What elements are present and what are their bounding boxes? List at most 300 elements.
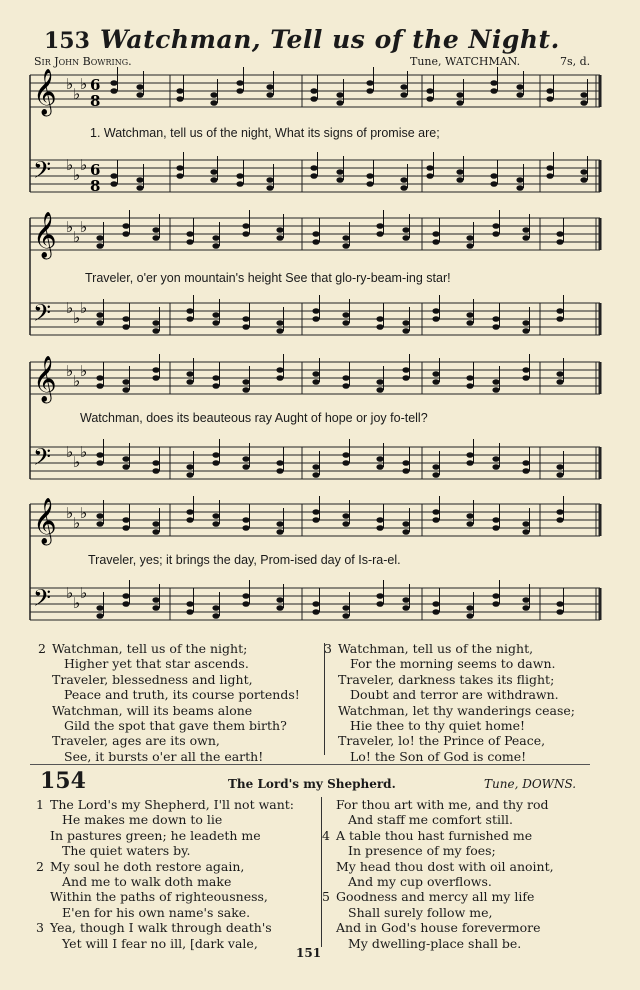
note-head — [466, 243, 473, 249]
note-head — [492, 223, 499, 229]
note-head — [556, 601, 563, 607]
hymn-154-line — [36, 859, 294, 874]
hymn-154-stanza-number: 1 — [36, 797, 44, 812]
note-head — [556, 472, 563, 478]
lyric-line-2: Traveler, o'er yon mountain's height See that glo-ry-beam-ing star! — [85, 271, 451, 285]
note-head — [266, 177, 273, 183]
note-head — [492, 387, 499, 393]
note-head — [432, 517, 439, 523]
note-head — [176, 96, 183, 102]
hymn-154-line-text: Goodness and mercy all my life — [336, 889, 535, 905]
note-head — [312, 464, 319, 470]
note-head — [402, 521, 409, 527]
note-head — [176, 173, 183, 179]
note-head — [242, 525, 249, 531]
flat-icon: ♭ — [80, 443, 88, 461]
note-head — [236, 173, 243, 179]
note-head — [242, 456, 249, 462]
hymn-154-line — [36, 812, 294, 827]
note-head — [110, 80, 117, 86]
note-head — [266, 84, 273, 90]
hymn-154-stanza-number: 3 — [36, 920, 44, 936]
hymn-154-line-text: And in God's house forevermore — [336, 920, 541, 936]
note-head — [96, 460, 103, 466]
note-head — [212, 235, 219, 241]
note-head — [276, 605, 283, 611]
note-head — [152, 460, 159, 466]
note-head — [492, 379, 499, 385]
hymn-154-line-text: For thou art with me, and thy rod — [336, 797, 549, 812]
note-head — [152, 597, 159, 603]
note-head — [516, 177, 523, 183]
note-head — [110, 181, 117, 187]
note-head — [152, 521, 159, 527]
note-head — [236, 88, 243, 94]
note-head — [432, 379, 439, 385]
hymn-154-number: 154 — [40, 768, 86, 794]
note-head — [556, 308, 563, 314]
note-head — [492, 525, 499, 531]
flat-icon: ♭ — [80, 218, 88, 236]
bass-clef-icon: 𝄢 — [33, 299, 52, 332]
time-signature-denominator: 8 — [90, 92, 101, 110]
note-head — [522, 375, 529, 381]
time-signature-numerator: 6 — [90, 161, 101, 179]
note-head — [242, 231, 249, 237]
note-head — [546, 173, 553, 179]
note-head — [466, 605, 473, 611]
note-head — [376, 223, 383, 229]
note-head — [312, 379, 319, 385]
note-head — [376, 525, 383, 531]
note-head — [376, 601, 383, 607]
note-head — [522, 320, 529, 326]
flat-icon: ♭ — [66, 299, 74, 317]
note-head — [186, 609, 193, 615]
note-head — [312, 316, 319, 322]
hymn-154-line-text: My head thou dost with oil anoint, — [336, 858, 554, 874]
note-head — [212, 312, 219, 318]
note-head — [522, 521, 529, 527]
note-head — [376, 517, 383, 523]
verse-2-line: Traveler, ages are its own, — [52, 733, 220, 749]
hymn-154-line-text: The Lord's my Shepherd, I'll not want: — [50, 797, 295, 812]
note-head — [176, 88, 183, 94]
note-head — [266, 185, 273, 191]
bass-clef-icon: 𝄢 — [33, 584, 52, 617]
note-head — [96, 452, 103, 458]
flat-icon: ♭ — [73, 514, 81, 532]
note-head — [242, 223, 249, 229]
note-head — [432, 239, 439, 245]
hymn-154-line-text: He makes me down to lie — [62, 812, 223, 828]
hymn-154-line-text: Yea, though I walk through death's — [50, 920, 272, 936]
note-head — [122, 324, 129, 330]
page-number: 151 — [296, 946, 322, 960]
verse-3-line: Lo! the Son of God is come! — [350, 748, 527, 764]
note-head — [212, 452, 219, 458]
note-head — [402, 468, 409, 474]
note-head — [466, 513, 473, 519]
note-head — [136, 92, 143, 98]
note-head — [402, 375, 409, 381]
note-head — [276, 529, 283, 535]
verse-2-number: 2 — [38, 641, 46, 656]
note-head — [96, 513, 103, 519]
note-head — [426, 96, 433, 102]
verse-3-line: Hie thee to thy quiet home! — [350, 718, 526, 734]
flat-icon: ♭ — [80, 75, 88, 93]
note-head — [400, 185, 407, 191]
note-head — [276, 328, 283, 334]
note-head — [186, 371, 193, 377]
note-head — [366, 181, 373, 187]
hymn-154-line — [322, 920, 554, 935]
hymn-154-line — [36, 936, 294, 951]
note-head — [402, 320, 409, 326]
note-head — [492, 464, 499, 470]
note-head — [96, 235, 103, 241]
note-head — [400, 177, 407, 183]
note-head — [432, 464, 439, 470]
note-head — [236, 80, 243, 86]
note-head — [402, 605, 409, 611]
note-head — [136, 177, 143, 183]
note-head — [376, 387, 383, 393]
note-head — [212, 383, 219, 389]
note-head — [96, 375, 103, 381]
note-head — [402, 367, 409, 373]
note-head — [242, 601, 249, 607]
flat-icon: ♭ — [73, 166, 81, 184]
note-head — [432, 316, 439, 322]
note-head — [266, 92, 273, 98]
note-head — [242, 379, 249, 385]
note-head — [432, 231, 439, 237]
note-head — [376, 316, 383, 322]
verse-2-line: Higher yet that star ascends. — [64, 656, 249, 672]
note-head — [466, 312, 473, 318]
note-head — [312, 308, 319, 314]
note-head — [376, 464, 383, 470]
note-head — [492, 517, 499, 523]
note-head — [176, 165, 183, 171]
note-head — [276, 468, 283, 474]
hymn-154-line-text: My soul he doth restore again, — [50, 858, 245, 874]
note-head — [152, 367, 159, 373]
note-head — [212, 243, 219, 249]
hymn-154-line — [322, 859, 554, 874]
note-head — [210, 100, 217, 106]
hymn-154-line — [322, 828, 554, 843]
note-head — [342, 605, 349, 611]
note-head — [186, 509, 193, 515]
note-head — [466, 320, 473, 326]
flat-icon: ♭ — [73, 372, 81, 390]
note-head — [456, 92, 463, 98]
note-head — [466, 375, 473, 381]
note-head — [546, 96, 553, 102]
note-head — [276, 460, 283, 466]
note-head — [556, 371, 563, 377]
note-head — [556, 464, 563, 470]
note-head — [556, 239, 563, 245]
note-head — [342, 383, 349, 389]
note-head — [466, 460, 473, 466]
note-head — [212, 605, 219, 611]
verse-2-line: See, it bursts o'er all the earth! — [64, 748, 264, 764]
note-head — [310, 165, 317, 171]
note-head — [522, 328, 529, 334]
note-head — [516, 84, 523, 90]
note-head — [432, 472, 439, 478]
verse-2-line: Watchman, tell us of the night; — [52, 641, 248, 656]
note-head — [310, 96, 317, 102]
note-head — [152, 468, 159, 474]
hymn-153-author: Sir John Bowring. — [34, 55, 132, 68]
note-head — [152, 320, 159, 326]
note-head — [242, 464, 249, 470]
note-head — [152, 605, 159, 611]
hymn-154-right-column — [322, 797, 554, 951]
note-head — [432, 609, 439, 615]
note-head — [276, 367, 283, 373]
note-head — [492, 456, 499, 462]
note-head — [426, 88, 433, 94]
note-head — [492, 601, 499, 607]
flat-icon: ♭ — [66, 443, 74, 461]
note-head — [522, 468, 529, 474]
note-head — [96, 383, 103, 389]
verse-3-line: Watchman, let thy wanderings cease; — [338, 702, 575, 718]
note-head — [456, 100, 463, 106]
hymn-154-line-text: E'en for his own name's sake. — [62, 904, 251, 920]
note-head — [96, 605, 103, 611]
hymn-154-line-text: In pastures green; he leadeth me — [50, 827, 261, 843]
note-head — [522, 367, 529, 373]
note-head — [522, 235, 529, 241]
note-head — [96, 320, 103, 326]
flat-icon: ♭ — [80, 362, 88, 380]
hymn-154-line — [322, 874, 554, 889]
hymn-154-stanza-number: 2 — [36, 858, 44, 874]
hymn-154-left-column — [36, 797, 294, 951]
hymn-154-stanza-number: 5 — [322, 889, 330, 905]
note-head — [210, 169, 217, 175]
note-head — [276, 521, 283, 527]
hymn-154-line-text: Yet will I fear no ill, [dark vale, — [62, 935, 258, 951]
note-head — [312, 239, 319, 245]
note-head — [492, 316, 499, 322]
note-head — [310, 88, 317, 94]
lyric-line-4: Traveler, yes; it brings the day, Prom-ised day of Is-ra-el. — [88, 553, 401, 567]
note-head — [152, 328, 159, 334]
note-head — [312, 231, 319, 237]
note-head — [110, 173, 117, 179]
note-head — [376, 456, 383, 462]
note-head — [136, 185, 143, 191]
note-head — [186, 464, 193, 470]
hymn-153-tune: Tune, WATCHMAN. — [410, 55, 521, 68]
note-head — [122, 456, 129, 462]
flat-icon: ♭ — [66, 218, 74, 236]
note-head — [432, 601, 439, 607]
note-head — [96, 613, 103, 619]
hymn-153-number: 153 — [44, 28, 90, 54]
note-head — [400, 84, 407, 90]
note-head — [342, 521, 349, 527]
note-head — [122, 223, 129, 229]
verse-2-line: Gild the spot that gave them birth? — [64, 718, 287, 734]
hymn-154-line — [36, 874, 294, 889]
hymn-154-title: The Lord's my Shepherd. — [228, 777, 396, 791]
note-head — [402, 460, 409, 466]
verse-3-line: For the morning seems to dawn. — [350, 656, 556, 672]
hymn-154-stanza-number: 4 — [322, 827, 330, 843]
flat-icon: ♭ — [80, 299, 88, 317]
hymn-154-line — [36, 843, 294, 858]
lyric-line-1: 1. Watchman, tell us of the night, What its signs of promise are; — [90, 126, 440, 140]
note-head — [336, 169, 343, 175]
flat-icon: ♭ — [73, 453, 81, 471]
note-head — [186, 316, 193, 322]
note-head — [122, 517, 129, 523]
flat-icon: ♭ — [80, 584, 88, 602]
note-head — [310, 173, 317, 179]
hymn-154-line — [36, 920, 294, 935]
note-head — [312, 517, 319, 523]
note-head — [580, 177, 587, 183]
hymn-154-line-text: The quiet waters by. — [62, 843, 191, 859]
note-head — [336, 100, 343, 106]
verse-2-line: Peace and truth, its course portends! — [64, 687, 300, 703]
hymn-154-line — [322, 889, 554, 904]
note-head — [466, 613, 473, 619]
note-head — [312, 509, 319, 515]
time-signature-denominator: 8 — [90, 177, 101, 195]
note-head — [122, 464, 129, 470]
note-head — [236, 181, 243, 187]
note-head — [402, 529, 409, 535]
note-head — [186, 472, 193, 478]
verse-2-line: Watchman, will its beams alone — [52, 702, 253, 718]
note-head — [522, 227, 529, 233]
note-head — [556, 509, 563, 515]
note-head — [556, 316, 563, 322]
note-head — [186, 379, 193, 385]
treble-clef-icon: 𝄞 — [33, 212, 57, 258]
note-head — [122, 231, 129, 237]
lyric-line-3: Watchman, does its beauteous ray Aught of hope or joy fo-tell? — [80, 411, 428, 425]
flat-icon: ♭ — [66, 584, 74, 602]
note-head — [312, 371, 319, 377]
hymn-154-line — [322, 797, 554, 812]
note-head — [276, 227, 283, 233]
note-head — [366, 88, 373, 94]
note-head — [336, 177, 343, 183]
note-head — [212, 375, 219, 381]
verse-3-line: Traveler, darkness takes its flight; — [338, 671, 555, 687]
note-head — [466, 452, 473, 458]
note-head — [122, 525, 129, 531]
note-head — [212, 613, 219, 619]
note-head — [242, 387, 249, 393]
note-head — [490, 88, 497, 94]
note-head — [490, 173, 497, 179]
note-head — [242, 593, 249, 599]
note-head — [122, 387, 129, 393]
treble-clef-icon: 𝄞 — [33, 356, 57, 402]
note-head — [492, 231, 499, 237]
note-head — [490, 181, 497, 187]
flat-icon: ♭ — [73, 594, 81, 612]
note-head — [210, 92, 217, 98]
verse-3-line: Doubt and terror are withdrawn. — [350, 687, 559, 703]
note-head — [210, 177, 217, 183]
note-head — [152, 375, 159, 381]
flat-icon: ♭ — [80, 504, 88, 522]
note-head — [366, 80, 373, 86]
hymn-154-line — [36, 889, 294, 904]
note-head — [186, 517, 193, 523]
flat-icon: ♭ — [66, 504, 74, 522]
note-head — [432, 509, 439, 515]
hymn-154-line — [36, 797, 294, 812]
note-head — [342, 613, 349, 619]
note-head — [522, 605, 529, 611]
note-head — [122, 601, 129, 607]
note-head — [432, 308, 439, 314]
note-head — [400, 92, 407, 98]
note-head — [342, 513, 349, 519]
note-head — [516, 185, 523, 191]
note-head — [366, 173, 373, 179]
note-head — [342, 460, 349, 466]
note-head — [152, 235, 159, 241]
treble-clef-icon: 𝄞 — [33, 69, 57, 115]
note-head — [212, 320, 219, 326]
hymn-154-line-text: My dwelling-place shall be. — [348, 935, 522, 951]
note-head — [242, 324, 249, 330]
note-head — [376, 231, 383, 237]
hymn-154-line — [322, 812, 554, 827]
note-head — [96, 243, 103, 249]
note-head — [456, 177, 463, 183]
flat-icon: ♭ — [73, 85, 81, 103]
note-head — [556, 517, 563, 523]
note-head — [276, 320, 283, 326]
note-head — [242, 517, 249, 523]
note-head — [342, 375, 349, 381]
flat-icon: ♭ — [66, 75, 74, 93]
note-head — [490, 80, 497, 86]
note-head — [556, 231, 563, 237]
note-head — [432, 371, 439, 377]
note-head — [276, 235, 283, 241]
section-rule — [30, 764, 590, 765]
flat-icon: ♭ — [80, 156, 88, 174]
hymn-154-line-text: A table thou hast furnished me — [336, 827, 533, 843]
note-head — [580, 169, 587, 175]
treble-clef-icon: 𝄞 — [33, 498, 57, 544]
note-head — [466, 521, 473, 527]
note-head — [402, 597, 409, 603]
note-head — [402, 328, 409, 334]
verse-3-line: Traveler, lo! the Prince of Peace, — [338, 733, 546, 749]
hymn-153-title: Watchman, Tell us of the Night. — [100, 25, 560, 54]
note-head — [492, 324, 499, 330]
hymn-154-line — [322, 905, 554, 920]
